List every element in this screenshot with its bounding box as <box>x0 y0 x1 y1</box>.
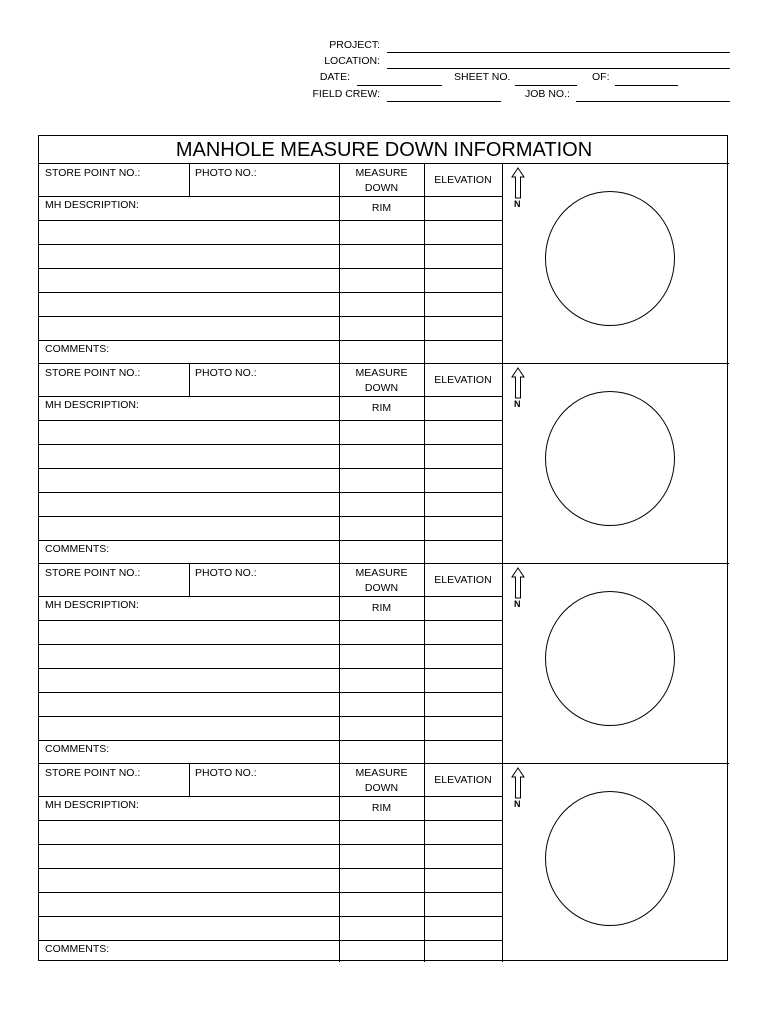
manhole-block-4 <box>39 764 729 964</box>
project-label: PROJECT: <box>329 39 380 51</box>
mh-description-label: MH DESCRIPTION: <box>45 799 139 811</box>
manhole-block-2 <box>39 364 729 564</box>
mh-description-label: MH DESCRIPTION: <box>45 599 139 611</box>
sheet-no-label: SHEET NO. <box>454 71 511 83</box>
job-no-field[interactable] <box>576 101 730 102</box>
manhole-sketch-circle[interactable] <box>545 191 675 326</box>
form-title: MANHOLE MEASURE DOWN INFORMATION <box>39 136 729 164</box>
photo-no-label: PHOTO NO.: <box>195 767 257 779</box>
elevation-label: ELEVATION <box>434 174 492 186</box>
comments-label: COMMENTS: <box>45 743 110 755</box>
elevation-label: ELEVATION <box>434 374 492 386</box>
photo-no-label: PHOTO NO.: <box>195 167 257 179</box>
north-label: N <box>514 199 521 209</box>
rim-label: RIM <box>371 802 392 814</box>
elevation-label: ELEVATION <box>434 574 492 586</box>
manhole-block-3 <box>39 564 729 764</box>
job-no-label: JOB NO.: <box>525 88 570 100</box>
manhole-sketch-circle[interactable] <box>545 391 675 526</box>
manhole-form <box>38 135 728 961</box>
store-point-label: STORE POINT NO.: <box>45 167 141 179</box>
north-label: N <box>514 799 521 809</box>
north-arrow-icon <box>511 767 525 799</box>
project-field[interactable] <box>387 52 730 53</box>
rim-label: RIM <box>371 202 392 214</box>
north-arrow-icon <box>511 367 525 399</box>
mh-description-label: MH DESCRIPTION: <box>45 399 139 411</box>
field-crew-label: FIELD CREW: <box>312 88 380 100</box>
measure-down-label: MEASURE DOWN <box>355 167 408 194</box>
store-point-label: STORE POINT NO.: <box>45 367 141 379</box>
comments-label: COMMENTS: <box>45 943 110 955</box>
measure-down-label: MEASURE DOWN <box>355 767 408 794</box>
rim-label: RIM <box>371 602 392 614</box>
photo-no-label: PHOTO NO.: <box>195 367 257 379</box>
north-label: N <box>514 599 521 609</box>
of-field[interactable] <box>615 85 678 86</box>
rim-label: RIM <box>371 402 392 414</box>
manhole-sketch-circle[interactable] <box>545 591 675 726</box>
location-label: LOCATION: <box>324 55 380 67</box>
north-label: N <box>514 399 521 409</box>
store-point-label: STORE POINT NO.: <box>45 767 141 779</box>
elevation-label: ELEVATION <box>434 774 492 786</box>
location-field[interactable] <box>387 68 730 69</box>
photo-no-label: PHOTO NO.: <box>195 567 257 579</box>
comments-label: COMMENTS: <box>45 343 110 355</box>
sheet-no-field[interactable] <box>515 85 577 86</box>
measure-down-label: MEASURE DOWN <box>355 567 408 594</box>
mh-description-label: MH DESCRIPTION: <box>45 199 139 211</box>
store-point-label: STORE POINT NO.: <box>45 567 141 579</box>
date-field[interactable] <box>357 85 442 86</box>
manhole-sketch-circle[interactable] <box>545 791 675 926</box>
date-label: DATE: <box>319 71 350 83</box>
field-crew-field[interactable] <box>387 101 501 102</box>
north-arrow-icon <box>511 167 525 199</box>
north-arrow-icon <box>511 567 525 599</box>
comments-label: COMMENTS: <box>45 543 110 555</box>
manhole-block-1 <box>39 164 729 364</box>
measure-down-label: MEASURE DOWN <box>355 367 408 394</box>
of-label: OF: <box>592 71 610 83</box>
